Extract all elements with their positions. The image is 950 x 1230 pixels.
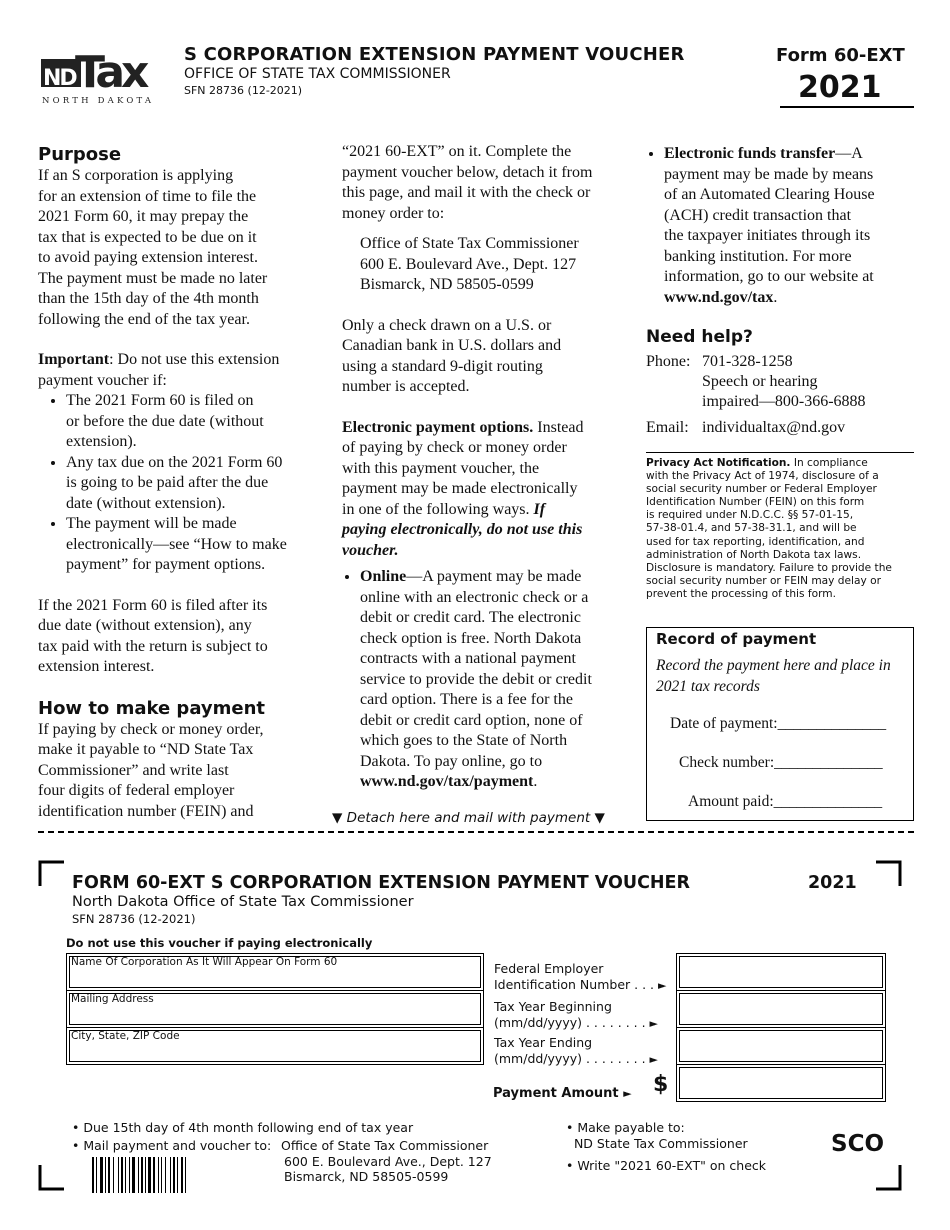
- corner-mark-top-left: [38, 860, 64, 886]
- write-instruction: • Write "2021 60-EXT" on check: [566, 1158, 767, 1173]
- privacy-notice: Privacy Act Notification. In compliance with the Privacy Act of 1974, disclosure of a social security number or Federal Employer Identification Number (FEIN) on this form is required under N.D.C.C. §§ 57-01-15, 57-38-01.4, and 57-38-31.1, and will be used for tax reporting, identification, and administration of North Dakota tax laws. Disclosure is mandatory. Failure to provide the social security number or FEIN may delay or prevent the processing of this form.: [646, 457, 892, 600]
- help-contacts: Phone: 701-328-1258 Speech or hearing impaired—800-366-6888 Email: individualtax@nd.gov: [646, 352, 916, 436]
- how-line: make it payable to “ND State Tax: [38, 741, 254, 758]
- purpose-line: tax that is expected to be due on it: [38, 228, 257, 246]
- svg-text:ND: ND: [43, 66, 76, 91]
- barcode-bar: [129, 1157, 130, 1193]
- tax-year-beginning-label: Tax Year Beginning (mm/dd/yyyy) . . . . . . . . ►: [494, 999, 659, 1030]
- payment-amount-field[interactable]: [676, 1064, 886, 1102]
- tax-year-ending-label: Tax Year Ending (mm/dd/yyyy) . . . . . . . . ►: [494, 1035, 659, 1066]
- barcode-bar: [170, 1157, 171, 1193]
- voucher-sfn: SFN 28736 (12-2021): [72, 912, 196, 926]
- record-of-payment-box: [646, 627, 914, 821]
- barcode-bar: [105, 1157, 106, 1193]
- after-due-line: tax paid with the return is subject to: [38, 637, 268, 655]
- bullet-item: • Any tax due on the 2021 Form 60 is going to be paid after the due date (without extension).: [66, 453, 300, 515]
- header-title: S CORPORATION EXTENSION PAYMENT VOUCHER: [184, 44, 685, 65]
- svg-text:Tax: Tax: [75, 47, 146, 98]
- header-year: 2021: [798, 70, 882, 105]
- corner-mark-bottom-left: [38, 1165, 64, 1191]
- detach-instruction: ▼ Detach here and mail with payment ▼: [332, 810, 605, 826]
- after-due-line: due date (without extension), any: [38, 617, 252, 634]
- mail-instruction-label: • Mail payment and voucher to:: [72, 1138, 272, 1153]
- purpose-line: than the 15th day of the 4th month: [38, 290, 259, 307]
- how-line: “2021 60-EXT” on it. Complete the: [342, 143, 572, 160]
- corner-mark-top-right: [876, 860, 902, 886]
- how-line: If paying by check or money order,: [38, 720, 264, 738]
- nd-tax-logo: [40, 46, 160, 104]
- header-form-number: Form 60-EXT: [776, 45, 905, 66]
- voucher-year: 2021: [808, 873, 857, 893]
- help-phone: 701-328-1258: [702, 353, 793, 370]
- electronic-heading: Electronic payment options. Instead: [342, 418, 584, 436]
- barcode-bar: [113, 1157, 114, 1193]
- voucher-office: North Dakota Office of State Tax Commissioner: [72, 894, 414, 910]
- amount-paid-field[interactable]: Amount paid:______________: [688, 793, 883, 810]
- column-1: [38, 144, 300, 822]
- barcode-bar: [118, 1157, 119, 1193]
- tax-website-link[interactable]: www.nd.gov/tax: [664, 288, 774, 306]
- tax-year-beginning-field[interactable]: [676, 990, 886, 1028]
- barcode-bar: [92, 1157, 94, 1193]
- barcode-bar: [181, 1157, 183, 1193]
- barcode-bar: [121, 1157, 123, 1193]
- how-line: money order to:: [342, 204, 445, 222]
- barcode-bar: [100, 1157, 103, 1193]
- purpose-line: to avoid paying extension interest.: [38, 249, 258, 266]
- mailing-address: Office of State Tax Commissioner 600 E. Boulevard Ave., Dept. 127 Bismarck, ND 58505-0599: [360, 235, 579, 293]
- barcode-bar: [145, 1157, 146, 1193]
- barcode-bar: [108, 1157, 110, 1193]
- how-line: identification number (FEIN) and: [38, 802, 254, 820]
- voucher-title: FORM 60-EXT S CORPORATION EXTENSION PAYMENT VOUCHER: [72, 873, 690, 893]
- barcode-bar: [177, 1157, 178, 1193]
- how-line: Commissioner” and write last: [38, 761, 229, 779]
- column-3: [646, 144, 916, 436]
- after-due-line: extension interest.: [38, 658, 155, 675]
- how-line: four digits of federal employer: [38, 782, 235, 799]
- after-due-line: If the 2021 Form 60 is filed after its: [38, 596, 268, 614]
- header-rule: [780, 106, 914, 108]
- barcode-bar: [173, 1157, 175, 1193]
- column-2: “2021 60-EXT” on it. Complete the payment voucher below, detach it from this page, and mail it with the check or money order to: Office of State Tax Commissioner 600 E. Boulevard Ave., Dept. 127 Bismarck, ND 58505-0599 Only a check drawn on a U.S. or Canadian bank in U.S. dollars and using a standard 9-digit routing number is accepted. Electronic payment options. Instead of paying by check or money order with this payment voucher, the payment may be made electronically in one of the following ways. If paying electronically, do not use this voucher. • Online—A payment may be made online with an electronic check or a debit or credit card. The electronic check option is free. North Dakota contracts with a national payment service to provide the debit or credit card option. There is a fee for the debit or credit card option, none of which goes to the State of North Dakota. To pay online, go to www.nd.gov/tax/payment.: [342, 142, 622, 793]
- bullet-item: • The 2021 Form 60 is filed on or before the due date (without extension).: [66, 391, 300, 453]
- privacy-rule: [646, 452, 914, 453]
- logo-subtitle: NORTH DAKOTA: [42, 96, 155, 104]
- how-line: this page, and mail it with the check or: [342, 184, 591, 201]
- corner-mark-bottom-right: [876, 1165, 902, 1191]
- barcode-bar: [141, 1157, 143, 1193]
- cut-line: [38, 831, 914, 833]
- barcode-bar: [132, 1157, 135, 1193]
- how-line: payment voucher below, detach it from: [342, 163, 593, 181]
- payment-amount-label: Payment Amount ►: [493, 1086, 632, 1101]
- purpose-line: If an S corporation is applying: [38, 167, 234, 184]
- due-instruction: • Due 15th day of 4th month following end of tax year: [72, 1120, 414, 1135]
- payable-instruction: • Make payable to: ND State Tax Commissioner: [566, 1120, 748, 1151]
- dollar-sign: $: [653, 1072, 669, 1097]
- help-email[interactable]: individualtax@nd.gov: [702, 419, 846, 436]
- mailing-address-field[interactable]: Mailing Address: [66, 990, 484, 1028]
- voucher-warning: Do not use this voucher if paying electronically: [66, 936, 373, 950]
- barcode-bar: [185, 1157, 186, 1193]
- important-line: payment voucher if:: [38, 371, 167, 389]
- important-line: Important: Do not use this extension: [38, 351, 280, 368]
- fein-field[interactable]: [676, 953, 886, 991]
- purpose-line: 2021 Form 60, it may prepay the: [38, 208, 249, 225]
- barcode-bar: [158, 1157, 159, 1193]
- record-description: Record the payment here and place in 2021 tax records: [656, 657, 891, 695]
- barcode-bar: [161, 1157, 162, 1193]
- record-title: Record of payment: [656, 630, 817, 648]
- purpose-line: The payment must be made no later: [38, 269, 268, 287]
- barcode-bar: [165, 1157, 166, 1193]
- how-heading: How to make payment: [38, 697, 266, 719]
- date-of-payment-field[interactable]: Date of payment:______________: [670, 715, 887, 732]
- arrow-icon: ►: [649, 1053, 659, 1066]
- barcode-bar: [148, 1157, 151, 1193]
- barcode-bar: [138, 1157, 139, 1193]
- barcode-bar: [153, 1157, 155, 1193]
- purpose-line: for an extension of time to file the: [38, 187, 257, 205]
- online-payment-link[interactable]: www.nd.gov/tax/payment: [360, 773, 534, 790]
- purpose-line: following the end of the tax year.: [38, 310, 250, 328]
- check-note-line: Only a check drawn on a U.S. or: [342, 316, 552, 334]
- fein-label: Federal Employer Identification Number . . . ►: [494, 961, 667, 992]
- help-heading: Need help?: [646, 327, 753, 347]
- tax-year-ending-field[interactable]: [676, 1027, 886, 1065]
- city-state-zip-field[interactable]: City, State, ZIP Code: [66, 1027, 484, 1065]
- header-office: OFFICE OF STATE TAX COMMISSIONER: [184, 66, 451, 82]
- barcode-bar: [96, 1157, 97, 1193]
- header-sfn: SFN 28736 (12-2021): [184, 84, 303, 97]
- check-note-line: Canadian bank in U.S. dollars and: [342, 337, 562, 354]
- arrow-icon: ►: [623, 1087, 632, 1100]
- bullet-item: • The payment will be made electronically—see “How to make payment” for payment options.: [66, 514, 300, 576]
- check-note-line: using a standard 9-digit routing: [342, 357, 543, 375]
- corporation-name-field[interactable]: Name Of Corporation As It Will Appear On Form 60: [66, 953, 484, 991]
- online-option: • Online—A payment may be made online with an electronic check or a debit or credit card. The electronic check option is free. North Dakota contracts with a national payment service to provide the debit or credit card option. There is a fee for the debit or credit card option, none of which goes to the State of North Dakota. To pay online, go to www.nd.gov/tax/payment.: [342, 567, 622, 793]
- purpose-heading: Purpose: [38, 144, 122, 165]
- arrow-icon: ►: [649, 1017, 659, 1030]
- check-note-line: number is accepted.: [342, 378, 470, 395]
- mail-instruction-address: Office of State Tax Commissioner 600 E. Boulevard Ave., Dept. 127 Bismarck, ND 58505-0599: [281, 1138, 492, 1184]
- arrow-icon: ►: [657, 979, 667, 992]
- important-bullets: [38, 391, 300, 576]
- eft-option: • Electronic funds transfer—A payment may be made by means of an Automated Clearing House (ACH) credit transaction that the taxpayer initiates through its banking institution. For more information, go to our website at www.nd.gov/tax.: [646, 144, 916, 308]
- barcode: [92, 1157, 228, 1193]
- check-number-field[interactable]: Check number:______________: [679, 754, 883, 771]
- barcode-bar: [125, 1157, 126, 1193]
- form-code: SCO: [831, 1131, 884, 1157]
